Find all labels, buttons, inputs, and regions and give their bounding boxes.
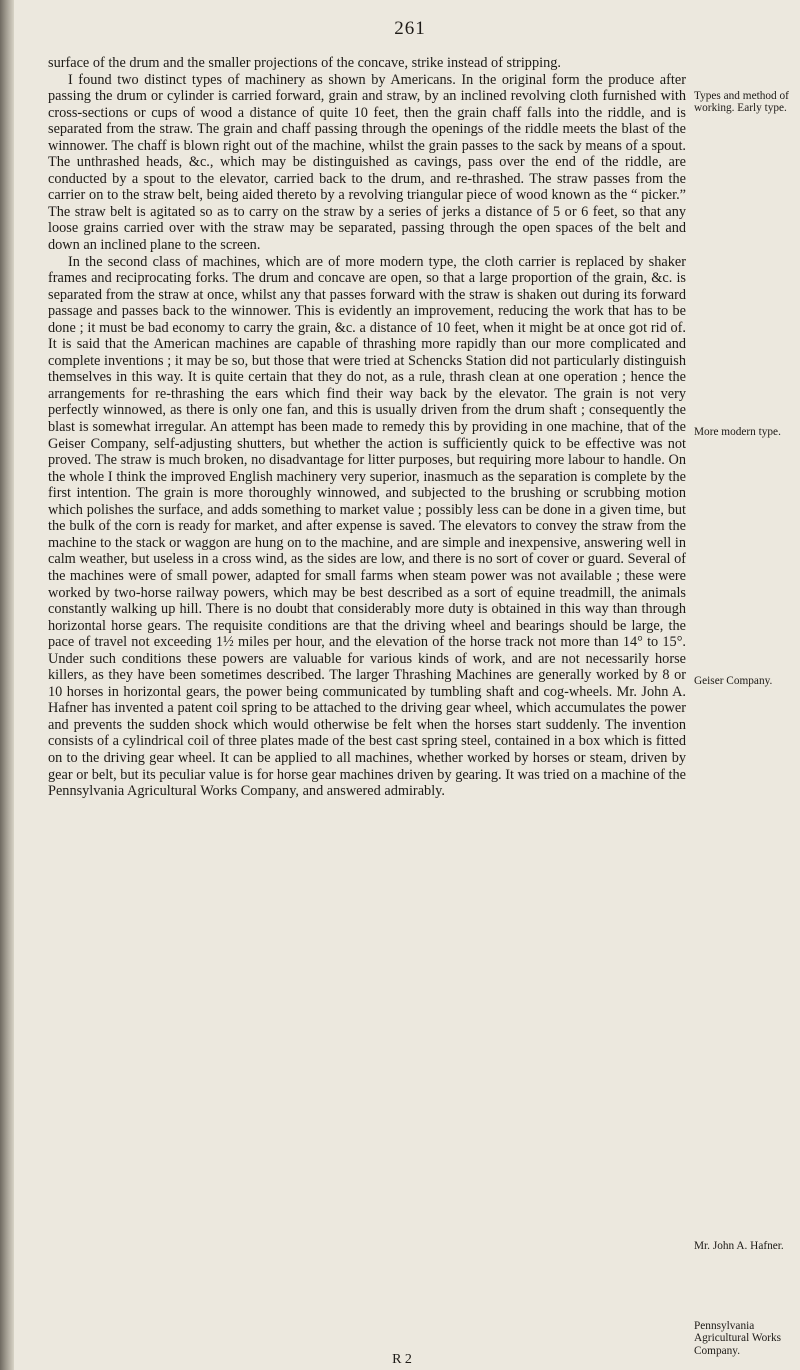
signature-mark: R 2	[392, 1352, 412, 1367]
book-spine-shadow	[0, 0, 14, 1370]
margin-note-hafner: Mr. John A. Hafner.	[694, 1240, 784, 1252]
page-number: 261	[394, 18, 426, 39]
paragraph-3: In the second class of machines, which are of more modern type, the cloth carrier is replaced by shaker frames and reciprocating forks. The drum and concave are open, so that a large proportion of the grain, &c. is separated from the straw at once, whilst any that passes forward with the straw is shaken out during its forward passage and passes back to the winnower. This is evidently an improvement, reducing the work that has to be done ; it must be bad economy to carry the grain, &c. a distance of 10 feet, when it might be at once got rid of. It is said that the American machines are capable of thrashing more rapidly than our more complicated and complete inventions ; it may be so, but those that were tried at Schencks Station did not particularly distinguish themselves in this way. It is quite certain that they do not, as a rule, thrash clean at one operation ; hence the arrangements for re-thrashing the ears which find their way back by the elevator. The grain is not very perfectly winnowed, as there is only one fan, and this is usually driven from the drum shaft ; consequently the blast is somewhat irregular. An attempt has been made to remedy this by providing in one machine, that of the Geiser Company, self-adjusting shutters, but whether the action is sufficiently quick to be effective was not proved. The straw is much broken, no disadvantage for litter purposes, but requiring more labour to handle. On the whole I think the improved English machinery very superior, inasmuch as the separation is complete by the first intention. The grain is more thoroughly winnowed, and subjected to the brushing or scrubbing motion which polishes the surface, and adds something to market value ; possibly less can be done in a given time, but the bulk of the corn is ready for market, and after expense is saved. The elevators to convey the straw from the machine to the stack or waggon are hung on to the machine, and are simple and inexpensive, answering well in calm weather, but useless in a cross wind, as the sides are low, and there is no sort of cover or guard. Several of the machines were of small power, adapted for small farms when steam power was not available ; these were worked by two-horse railway powers, which may be best described as a sort of equine treadmill, the animals constantly walking up hill. There is no doubt that considerably more duty is obtained in this way than through horizontal horse gears. The requisite conditions are that the driving wheel and bearings should be large, the pace of travel not exceeding 1½ miles per hour, and the elevation of the horse track not more than 14° to 15°. Under such conditions these powers are valuable for various kinds of work, and are not necessarily horse killers, as they have been sometimes described. The larger Thrashing Machines are generally worked by 8 or 10 horses in horizontal gears, the power being communicated by tumbling shaft and cog-wheels. Mr. John A. Hafner has invented a patent coil spring to be attached to the driving gear wheel, which accumulates the power and prevents the sudden shock which would otherwise be felt when the horses start suddenly. The invention consists of a cylindrical coil of three plates made of the best cast spring steel, contained in a box which is fitted on to the driving gear wheel. It can be applied to all machines, whether worked by horses or steam, driven by gear or belt, but its peculiar value is for horse gear machines driven by gearing. It was tried on a machine of the Pennsylvania Agricultural Works Company, and answered admirably.	[48, 253, 686, 800]
paragraph-2: I found two distinct types of machinery as shown by Americans. In the original form the produce after passing the drum or cylinder is carried forward, grain and straw, by an inclined revolving cloth furnished with cross-sections or cups of wood a distance of quite 10 feet, then the grain chaff falls into the riddle, and is separated from the straw. The grain and chaff passing through the openings of the riddle meets the blast of the winnower. The chaff is blown right out of the machine, whilst the grain passes to the sack by means of a spout. The unthrashed heads, &c., which may be distinguished as cavings, pass over the end of the riddle, are conducted by a spout to the elevator, carried back to the drum, and re-thrashed. The straw passes from the carrier on to the straw belt, being aided thereto by a revolving triangular piece of wood known as the “ picker.” The straw belt is agitated so as to carry on the straw by a series of jerks a distance of 5 or 6 feet, so that any loose grains carried over with the straw may be separated, passing through the open spaces of the belt and down an inclined plane to the screen.	[48, 71, 686, 254]
paragraph-1: surface of the drum and the smaller projections of the concave, strike instead of stripping.	[48, 55, 561, 71]
margin-note-types: Types and method of working. Early type.	[694, 90, 789, 115]
margin-note-geiser: Geiser Company.	[694, 675, 773, 687]
margin-note-modern: More modern type.	[694, 426, 781, 438]
margin-note-pennsylvania: Pennsylvania Agricultural Works Company.	[694, 1320, 782, 1357]
body-text	[48, 55, 686, 800]
